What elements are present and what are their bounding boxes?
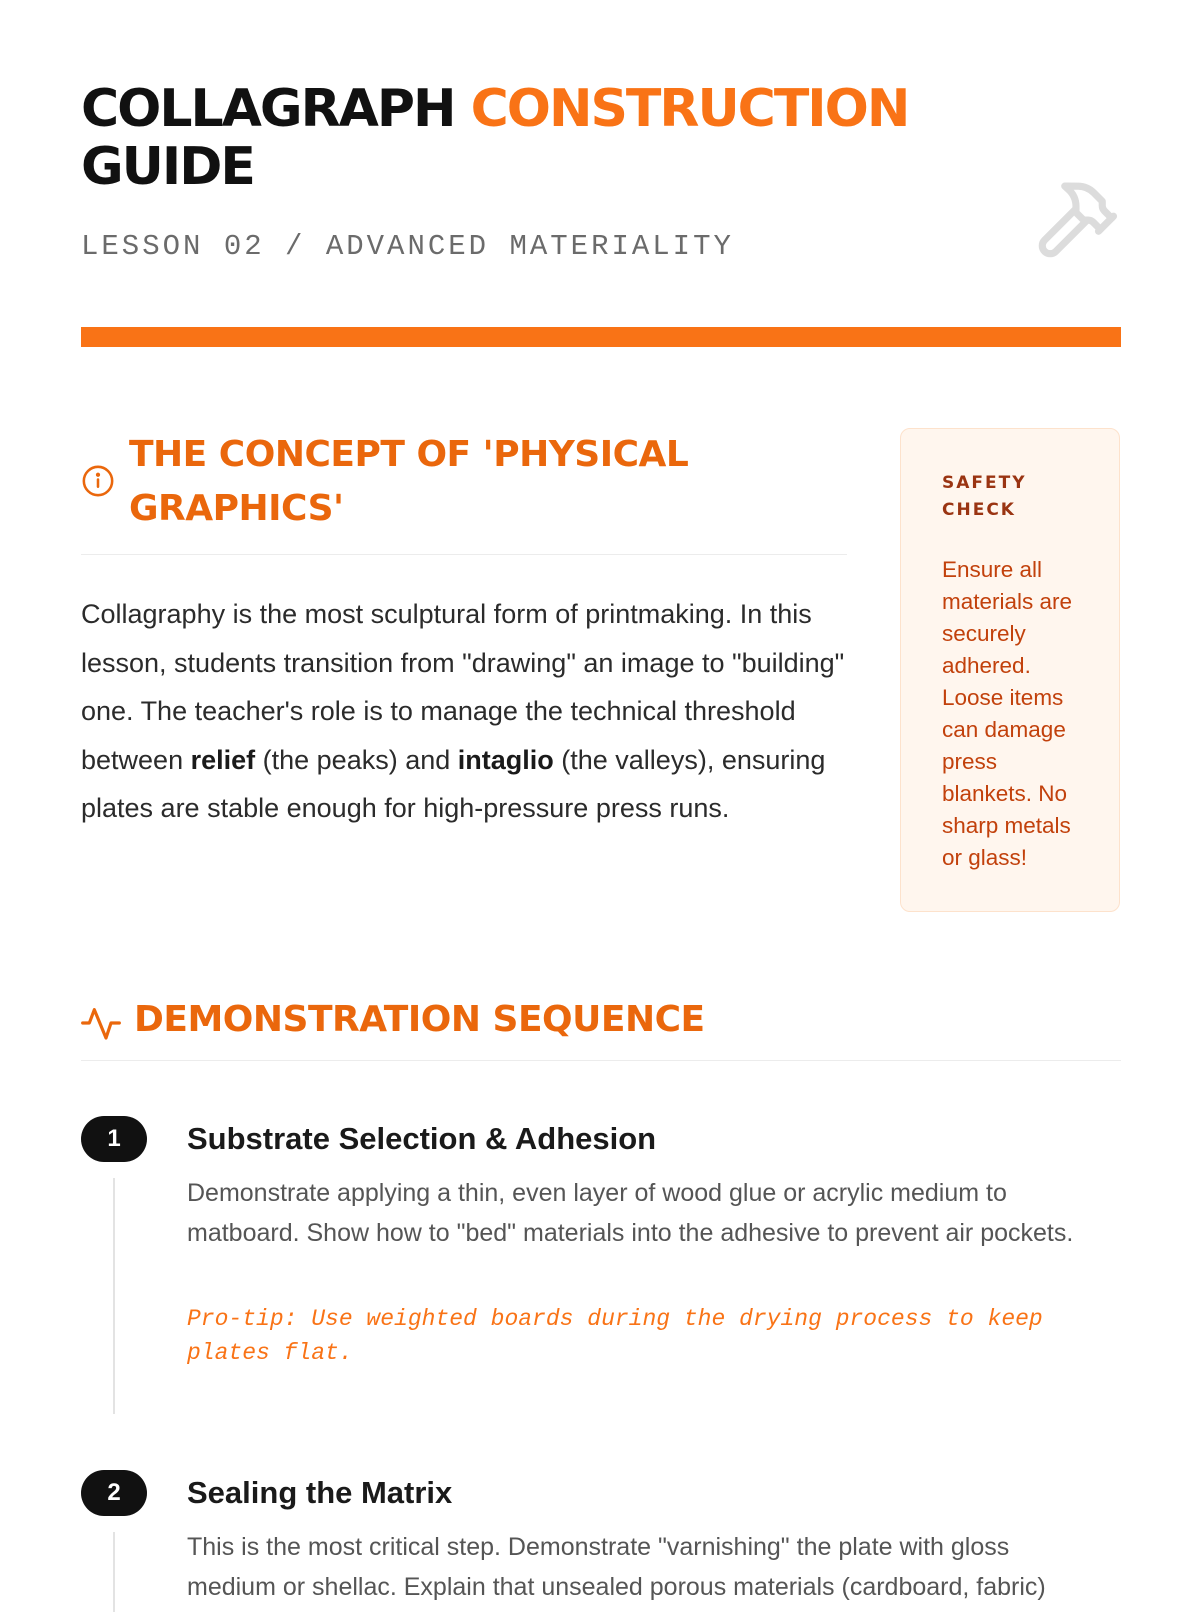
info-icon: [81, 464, 115, 498]
concept-text-3: (the valleys), ensuring plates are stable enough for high-pressure press runs.: [81, 744, 826, 823]
title-part-1: COLLAGRAPH: [81, 79, 455, 139]
step-connector-line: [113, 1532, 115, 1612]
term-intaglio: intaglio: [457, 744, 554, 775]
demo-heading: DEMONSTRATION SEQUENCE: [134, 999, 705, 1040]
step-title: Substrate Selection & Adhesion: [187, 1121, 657, 1156]
safety-text: Ensure all materials are securely adhered. Loose items can damage press blankets. No sharp metals or glass!: [942, 557, 1073, 870]
concept-text-1: Collagraphy is the most sculptural form of printmaking. In this lesson, students transition from "drawing" an image to "building" one. The teacher's role is to manage the technical threshold between: [81, 599, 845, 775]
safety-label: SAFETY CHECK: [942, 473, 1027, 520]
concept-text-2: (the peaks) and: [255, 744, 458, 775]
step-item: [81, 1470, 1121, 1600]
concept-heading-row: [81, 428, 847, 555]
activity-icon: [81, 1003, 121, 1043]
title-part-2: GUIDE: [81, 137, 254, 197]
step-item: [81, 1116, 1121, 1416]
step-description: Demonstrate applying a thin, even layer of wood glue or acrylic medium to matboard. Show how to "bed" materials into the adhesive to prevent air pockets.: [187, 1179, 1074, 1247]
term-relief: relief: [190, 744, 256, 775]
step-description: This is the most critical step. Demonstrate "varnishing" the plate with gloss medium or shellac. Explain that unsealed porous materials (cardboard, fabric): [187, 1533, 1046, 1601]
page-title: [81, 80, 1021, 196]
step-pro-tip: Pro-tip: Use weighted boards during the drying process to keep plates flat.: [187, 1306, 1043, 1366]
title-accent: CONSTRUCTION: [470, 79, 909, 139]
header-divider: [81, 327, 1121, 347]
step-number-badge: 2: [81, 1470, 147, 1516]
demo-heading-row: [81, 988, 1121, 1061]
safety-check-callout: [900, 428, 1120, 912]
concept-heading: THE CONCEPT OF 'PHYSICAL GRAPHICS': [129, 434, 689, 529]
hammer-icon: [1031, 175, 1121, 265]
lesson-subtitle: LESSON 02 / ADVANCED MATERIALITY: [81, 230, 734, 263]
step-connector-line: [113, 1178, 115, 1414]
step-title: Sealing the Matrix: [187, 1475, 453, 1510]
concept-paragraph: [81, 590, 851, 833]
step-number-badge: 1: [81, 1116, 147, 1162]
